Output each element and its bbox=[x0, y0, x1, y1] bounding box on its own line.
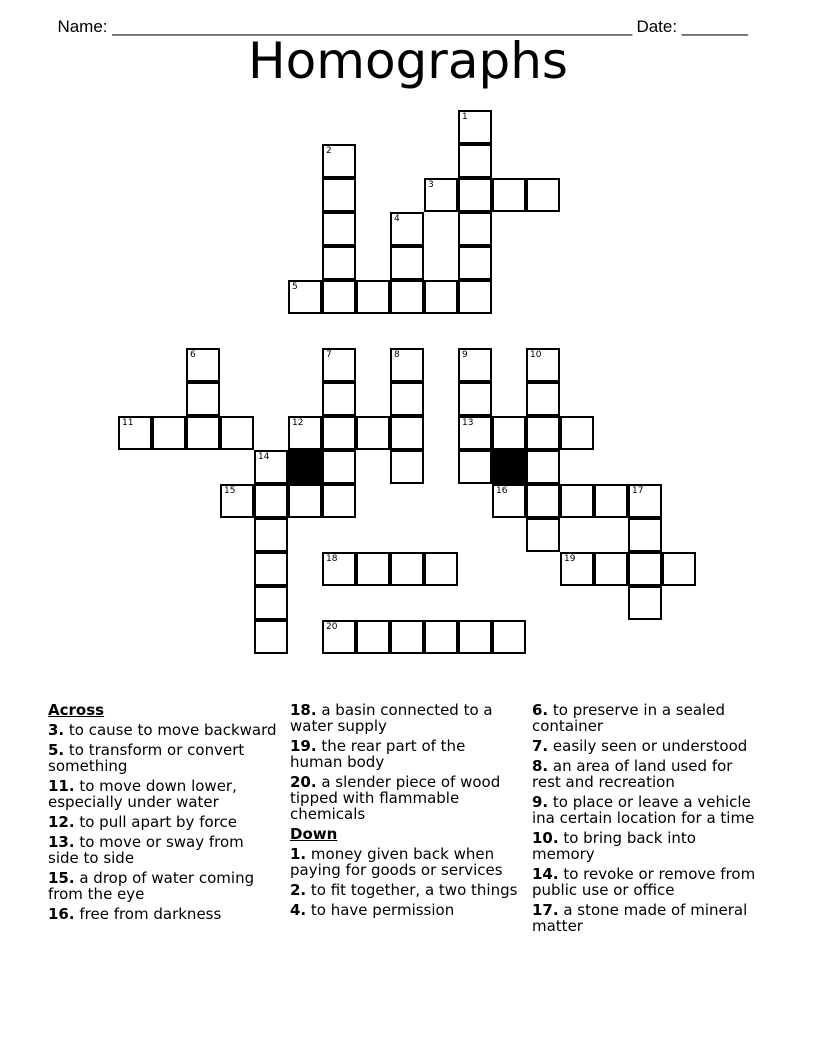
clues-column-3 bbox=[532, 702, 762, 938]
clue-text: the rear part of the human body bbox=[290, 737, 466, 771]
grid-cell[interactable] bbox=[526, 382, 560, 416]
clue-number: 6 bbox=[190, 350, 196, 360]
clue-number: 3 bbox=[428, 180, 434, 190]
clue-number: 12 bbox=[292, 418, 304, 428]
clue-number: 20 bbox=[326, 622, 338, 632]
clue-text: to move down lower, especially under water bbox=[48, 777, 237, 811]
clue-number-label: 4. bbox=[290, 901, 307, 919]
grid-cell[interactable] bbox=[458, 620, 492, 654]
clue-number: 1 bbox=[462, 112, 468, 122]
grid-cell[interactable] bbox=[526, 416, 560, 450]
clue-text: a stone made of mineral matter bbox=[532, 901, 748, 935]
clue-number-label: 1. bbox=[290, 845, 307, 863]
clue-text: money given back when paying for goods or services bbox=[290, 845, 503, 879]
grid-cell[interactable] bbox=[458, 212, 492, 246]
clue-number-label: 9. bbox=[532, 793, 549, 811]
grid-cell[interactable] bbox=[424, 178, 458, 212]
clue-number-label: 12. bbox=[48, 813, 75, 831]
clue-number-label: 5. bbox=[48, 741, 65, 759]
down-clues-list bbox=[290, 846, 520, 918]
clue bbox=[48, 814, 278, 830]
grid-cell[interactable] bbox=[390, 552, 424, 586]
grid-cell[interactable] bbox=[118, 416, 152, 450]
grid-cell[interactable] bbox=[662, 552, 696, 586]
clue-number: 15 bbox=[224, 486, 236, 496]
clue-number-label: 16. bbox=[48, 905, 75, 923]
clue bbox=[532, 738, 762, 754]
clue-text: easily seen or understood bbox=[548, 737, 748, 755]
grid-cell[interactable] bbox=[526, 348, 560, 382]
clue-number: 19 bbox=[564, 554, 576, 564]
grid-cell[interactable] bbox=[424, 620, 458, 654]
name-label: Name: bbox=[57, 17, 113, 36]
clue-text: to place or leave a vehicle ina certain location for a time bbox=[532, 793, 755, 827]
clue-number: 18 bbox=[326, 554, 338, 564]
across-clues-list bbox=[48, 722, 278, 922]
name-line: _______________________________________________________ bbox=[112, 17, 633, 36]
grid-cell[interactable] bbox=[458, 144, 492, 178]
black-square bbox=[492, 450, 526, 484]
clue-number-label: 19. bbox=[290, 737, 317, 755]
down-header: Down bbox=[290, 825, 338, 843]
down-clues-list-continued bbox=[532, 702, 762, 934]
grid-cell[interactable] bbox=[322, 450, 356, 484]
grid-cell[interactable] bbox=[628, 484, 662, 518]
clue-number: 16 bbox=[496, 486, 508, 496]
grid-cell[interactable] bbox=[390, 416, 424, 450]
clue-number: 13 bbox=[462, 418, 474, 428]
grid-cell[interactable] bbox=[560, 484, 594, 518]
clue bbox=[48, 742, 278, 774]
grid-cell[interactable] bbox=[628, 586, 662, 620]
grid-cell[interactable] bbox=[322, 178, 356, 212]
grid-cell[interactable] bbox=[186, 348, 220, 382]
clue-number-label: 6. bbox=[532, 701, 549, 719]
grid-cell[interactable] bbox=[458, 416, 492, 450]
grid-cell[interactable] bbox=[390, 450, 424, 484]
clue bbox=[532, 794, 762, 826]
clue-text: to pull apart by force bbox=[74, 813, 237, 831]
clue-number: 4 bbox=[394, 214, 400, 224]
page-title: Homographs bbox=[248, 32, 568, 90]
grid-cell[interactable] bbox=[322, 484, 356, 518]
date-label: Date: bbox=[636, 17, 682, 36]
grid-cell[interactable] bbox=[424, 280, 458, 314]
clue-text: to cause to move backward bbox=[64, 721, 277, 739]
grid-cell[interactable] bbox=[560, 552, 594, 586]
clue bbox=[532, 830, 762, 862]
grid-cell[interactable] bbox=[390, 246, 424, 280]
grid-cell[interactable] bbox=[390, 620, 424, 654]
grid-cell[interactable] bbox=[492, 620, 526, 654]
clue-text: a basin connected to a water supply bbox=[290, 701, 493, 735]
across-header: Across bbox=[48, 701, 105, 719]
clue-number: 7 bbox=[326, 350, 332, 360]
grid-cell[interactable] bbox=[254, 484, 288, 518]
grid-cell[interactable] bbox=[152, 416, 186, 450]
clue-number-label: 18. bbox=[290, 701, 317, 719]
clue bbox=[532, 758, 762, 790]
clue-number-label: 8. bbox=[532, 757, 549, 775]
grid-cell[interactable] bbox=[458, 280, 492, 314]
grid-cell[interactable] bbox=[322, 280, 356, 314]
clue-number: 5 bbox=[292, 282, 298, 292]
clue-text: to move or sway from side to side bbox=[48, 833, 244, 867]
clue-text: to fit together, a two things bbox=[306, 881, 518, 899]
grid-cell[interactable] bbox=[594, 484, 628, 518]
clue bbox=[290, 738, 520, 770]
clue bbox=[290, 902, 520, 918]
grid-cell[interactable] bbox=[322, 212, 356, 246]
clue-text: to revoke or remove from public use or office bbox=[532, 865, 756, 899]
clue-number-label: 17. bbox=[532, 901, 559, 919]
clue bbox=[532, 866, 762, 898]
grid-cell[interactable] bbox=[560, 416, 594, 450]
clue-number: 11 bbox=[122, 418, 134, 428]
grid-cell[interactable] bbox=[458, 246, 492, 280]
grid-cell[interactable] bbox=[322, 620, 356, 654]
grid-cell[interactable] bbox=[322, 416, 356, 450]
grid-cell[interactable] bbox=[526, 518, 560, 552]
clue-text: to transform or convert something bbox=[48, 741, 245, 775]
clue-number-label: 10. bbox=[532, 829, 559, 847]
grid-cell[interactable] bbox=[288, 416, 322, 450]
clue-number: 17 bbox=[632, 486, 644, 496]
grid-cell[interactable] bbox=[322, 144, 356, 178]
grid-cell[interactable] bbox=[356, 416, 390, 450]
grid-cell[interactable] bbox=[254, 518, 288, 552]
grid-cell[interactable] bbox=[186, 416, 220, 450]
clue-text: a drop of water coming from the eye bbox=[48, 869, 255, 903]
clue-text: a slender piece of wood tipped with flammable chemicals bbox=[290, 773, 501, 823]
grid-cell[interactable] bbox=[220, 416, 254, 450]
clues-column-2 bbox=[290, 702, 520, 922]
clue-text: free from darkness bbox=[74, 905, 222, 923]
grid-cell[interactable] bbox=[322, 552, 356, 586]
clue-number: 14 bbox=[258, 452, 270, 462]
clue bbox=[48, 906, 278, 922]
grid-cell[interactable] bbox=[356, 280, 390, 314]
grid-cell[interactable] bbox=[254, 450, 288, 484]
clue-number: 2 bbox=[326, 146, 332, 156]
grid-cell[interactable] bbox=[492, 178, 526, 212]
grid-cell[interactable] bbox=[390, 212, 424, 246]
clue-text: to bring back into memory bbox=[532, 829, 696, 863]
clue-number: 9 bbox=[462, 350, 468, 360]
grid-cell[interactable] bbox=[390, 280, 424, 314]
clue-number-label: 20. bbox=[290, 773, 317, 791]
clue bbox=[290, 774, 520, 822]
grid-cell[interactable] bbox=[254, 552, 288, 586]
grid-cell[interactable] bbox=[458, 110, 492, 144]
clue bbox=[290, 846, 520, 878]
grid-cell[interactable] bbox=[390, 348, 424, 382]
date-line: _______ bbox=[681, 17, 748, 36]
grid-cell[interactable] bbox=[492, 416, 526, 450]
clue-text: to preserve in a sealed container bbox=[532, 701, 725, 735]
grid-cell[interactable] bbox=[356, 620, 390, 654]
grid-cell[interactable] bbox=[288, 280, 322, 314]
clue-number-label: 15. bbox=[48, 869, 75, 887]
clue bbox=[48, 722, 278, 738]
clue-number-label: 2. bbox=[290, 881, 307, 899]
grid-cell[interactable] bbox=[288, 484, 322, 518]
grid-cell[interactable] bbox=[492, 484, 526, 518]
grid-cell[interactable] bbox=[186, 382, 220, 416]
grid-cell[interactable] bbox=[322, 246, 356, 280]
black-square bbox=[288, 450, 322, 484]
grid-cell[interactable] bbox=[458, 178, 492, 212]
clue-number-label: 11. bbox=[48, 777, 75, 795]
grid-cell[interactable] bbox=[458, 348, 492, 382]
clue bbox=[48, 834, 278, 866]
clue-number: 10 bbox=[530, 350, 542, 360]
grid-cell[interactable] bbox=[526, 484, 560, 518]
grid-cell[interactable] bbox=[628, 518, 662, 552]
clues-column-1 bbox=[48, 702, 278, 926]
clue-number-label: 13. bbox=[48, 833, 75, 851]
clue-text: to have permission bbox=[306, 901, 455, 919]
clue-text: an area of land used for rest and recreation bbox=[532, 757, 733, 791]
grid-cell[interactable] bbox=[220, 484, 254, 518]
clue-number-label: 14. bbox=[532, 865, 559, 883]
grid-cell[interactable] bbox=[254, 586, 288, 620]
grid-cell[interactable] bbox=[390, 382, 424, 416]
grid-cell[interactable] bbox=[356, 552, 390, 586]
grid-cell[interactable] bbox=[526, 450, 560, 484]
grid-cell[interactable] bbox=[526, 178, 560, 212]
clue bbox=[48, 870, 278, 902]
grid-cell[interactable] bbox=[322, 382, 356, 416]
clue bbox=[290, 702, 520, 734]
grid-cell[interactable] bbox=[458, 382, 492, 416]
clue-number-label: 7. bbox=[532, 737, 549, 755]
grid-cell[interactable] bbox=[594, 552, 628, 586]
grid-cell[interactable] bbox=[424, 552, 458, 586]
grid-cell[interactable] bbox=[322, 348, 356, 382]
grid-cell[interactable] bbox=[254, 620, 288, 654]
grid-cell[interactable] bbox=[628, 552, 662, 586]
clue bbox=[532, 902, 762, 934]
clue-number-label: 3. bbox=[48, 721, 65, 739]
clue-number: 8 bbox=[394, 350, 400, 360]
across-clues-list-continued bbox=[290, 702, 520, 822]
clue bbox=[532, 702, 762, 734]
clue bbox=[290, 882, 520, 898]
grid-cell[interactable] bbox=[458, 450, 492, 484]
clue bbox=[48, 778, 278, 810]
